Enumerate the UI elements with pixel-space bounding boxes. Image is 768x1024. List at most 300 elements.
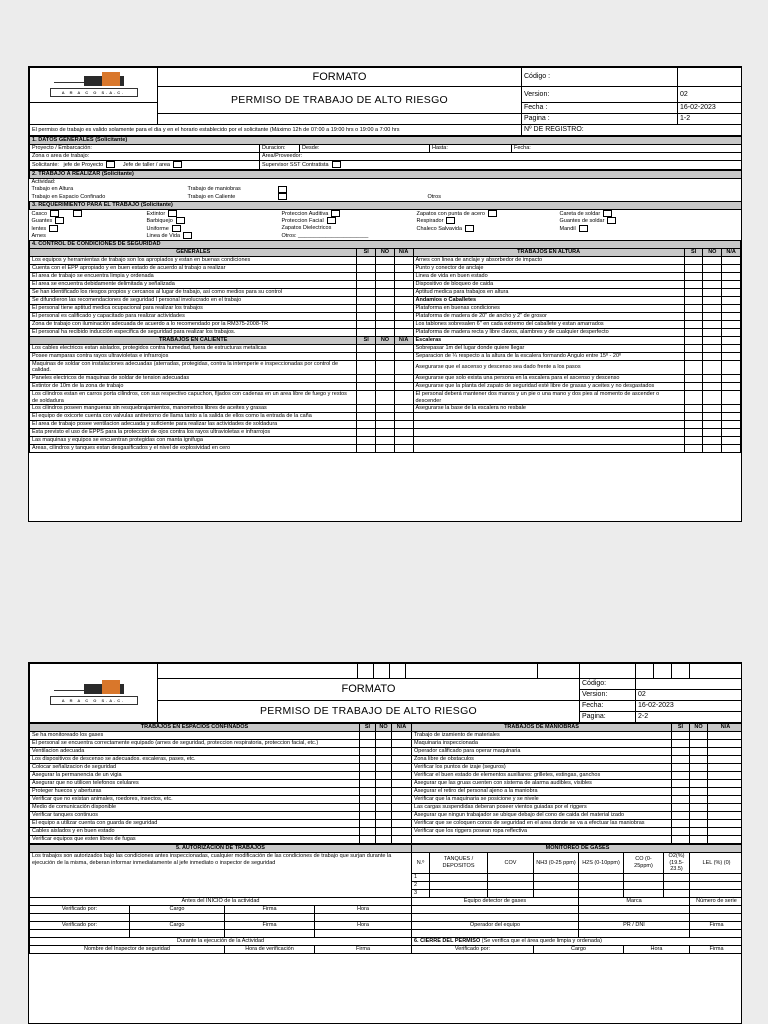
- no-cell[interactable]: [703, 352, 722, 360]
- mandil-checkbox[interactable]: [579, 225, 588, 232]
- na-cell[interactable]: [394, 429, 413, 437]
- si-cell[interactable]: [684, 360, 703, 374]
- na-cell[interactable]: [392, 732, 412, 740]
- firma-field[interactable]: [225, 913, 315, 921]
- caliente-item: Los cilindros estan en carros porta cilindros, con sus respectivo capuchon, fijados con cadenas en un area libre de fuego y restos de soldadura: [30, 391, 357, 405]
- na-cell[interactable]: [722, 352, 741, 360]
- na-cell[interactable]: [392, 780, 412, 788]
- gas-cell[interactable]: [579, 889, 624, 897]
- no-cell[interactable]: [690, 772, 708, 780]
- si-cell[interactable]: [360, 772, 376, 780]
- si-cell[interactable]: [672, 788, 690, 796]
- na-cell[interactable]: [708, 804, 743, 812]
- no-cell[interactable]: [376, 375, 395, 383]
- si-cell[interactable]: [360, 820, 376, 828]
- gas-cell[interactable]: [430, 873, 488, 881]
- si-cell[interactable]: [360, 764, 376, 772]
- gas-cell[interactable]: [664, 889, 690, 897]
- si-cell[interactable]: [684, 336, 703, 344]
- section-control-condiciones: [29, 240, 741, 453]
- cargo-field[interactable]: [130, 929, 225, 937]
- no-cell[interactable]: [703, 272, 722, 280]
- codigo-value[interactable]: [678, 68, 743, 87]
- no-cell[interactable]: [703, 405, 722, 413]
- no-cell[interactable]: [703, 328, 722, 336]
- na-cell[interactable]: [394, 288, 413, 296]
- si-cell[interactable]: [684, 328, 703, 336]
- si-cell[interactable]: [684, 405, 703, 413]
- no-cell[interactable]: [703, 375, 722, 383]
- no-cell[interactable]: [376, 780, 392, 788]
- gas-cell[interactable]: [579, 873, 624, 881]
- gas-cell[interactable]: [690, 881, 743, 889]
- na-cell[interactable]: [708, 740, 743, 748]
- no-cell[interactable]: [376, 296, 395, 304]
- no-cell[interactable]: [690, 756, 708, 764]
- section5-title: 5. AUTORIZACION DE TRABAJOS: [30, 845, 412, 853]
- no-cell[interactable]: [703, 344, 722, 352]
- si-cell[interactable]: [672, 804, 690, 812]
- jefe-proyecto-checkbox[interactable]: [106, 161, 115, 168]
- permit-page-1: [28, 66, 742, 522]
- no-cell[interactable]: [376, 828, 392, 836]
- no-cell[interactable]: [376, 264, 395, 272]
- gas-cell[interactable]: [624, 881, 664, 889]
- si-cell[interactable]: [684, 312, 703, 320]
- na-cell[interactable]: [708, 756, 743, 764]
- no-cell[interactable]: [690, 748, 708, 756]
- pagina-value-2: 2-2: [636, 712, 743, 723]
- no-cell[interactable]: [376, 421, 395, 429]
- si-cell[interactable]: [360, 740, 376, 748]
- si-cell[interactable]: [357, 304, 376, 312]
- hora-field[interactable]: [315, 929, 412, 937]
- no-cell[interactable]: [376, 328, 395, 336]
- na-cell[interactable]: [708, 788, 743, 796]
- fecha-label: Fecha :: [522, 103, 678, 114]
- no-cell[interactable]: [690, 828, 708, 836]
- na-cell[interactable]: [394, 413, 413, 421]
- no-cell[interactable]: [703, 264, 722, 272]
- gas-cell[interactable]: [488, 873, 534, 881]
- no-cell[interactable]: [376, 405, 395, 413]
- gas-header-h2s: H2S (0-10ppm): [579, 853, 624, 874]
- na-cell[interactable]: [708, 764, 743, 772]
- verificado-label: Verificado por:: [412, 945, 534, 953]
- verificado-field[interactable]: [30, 913, 130, 921]
- na-cell[interactable]: [394, 352, 413, 360]
- no-cell[interactable]: [376, 383, 395, 391]
- si-cell[interactable]: [357, 312, 376, 320]
- na-cell[interactable]: [392, 748, 412, 756]
- fecha-label-2: Fecha:: [580, 701, 636, 712]
- si-cell[interactable]: [684, 272, 703, 280]
- si-cell[interactable]: [357, 272, 376, 280]
- si-cell[interactable]: [360, 836, 376, 844]
- na-cell[interactable]: [722, 256, 741, 264]
- no-cell[interactable]: [376, 445, 395, 453]
- si-cell[interactable]: [684, 320, 703, 328]
- no-cell[interactable]: [376, 756, 392, 764]
- na-cell[interactable]: [708, 780, 743, 788]
- supervisor-checkbox[interactable]: [332, 161, 341, 168]
- hasta-field[interactable]: Hasta:: [430, 145, 512, 153]
- gas-header-co: CO (0-25ppm): [624, 853, 664, 874]
- no-cell[interactable]: [376, 748, 392, 756]
- si-cell[interactable]: [357, 421, 376, 429]
- no-cell[interactable]: [703, 320, 722, 328]
- na-cell[interactable]: [708, 812, 743, 820]
- si-cell[interactable]: [357, 375, 376, 383]
- generales-header: GENERALES: [30, 248, 357, 256]
- na-cell[interactable]: [722, 383, 741, 391]
- na-cell[interactable]: [394, 421, 413, 429]
- si-cell[interactable]: [357, 352, 376, 360]
- gas-cell[interactable]: [488, 881, 534, 889]
- si-cell[interactable]: [672, 748, 690, 756]
- na-cell[interactable]: [394, 344, 413, 352]
- auditiva-checkbox[interactable]: [331, 210, 340, 217]
- maniobras-item: Asegurar el retiro del personal ajeno a la maniobra: [412, 788, 672, 796]
- si-cell[interactable]: [357, 344, 376, 352]
- si-cell[interactable]: [672, 764, 690, 772]
- si-cell[interactable]: [360, 732, 376, 740]
- na-cell[interactable]: [722, 296, 741, 304]
- si-cell[interactable]: [684, 264, 703, 272]
- si-cell[interactable]: [357, 256, 376, 264]
- chaleco-checkbox[interactable]: [465, 225, 474, 232]
- blank-field[interactable]: [579, 913, 690, 921]
- no-cell[interactable]: [690, 820, 708, 828]
- gas-cell[interactable]: [664, 873, 690, 881]
- maniobras-item: Verificar que se coloquen conos de seguridad en el area donde se va a efectuar las maniobras: [412, 820, 672, 828]
- si-cell[interactable]: [357, 429, 376, 437]
- punta-acero-checkbox[interactable]: [488, 210, 497, 217]
- no-cell[interactable]: [376, 344, 395, 352]
- na-cell[interactable]: [708, 796, 743, 804]
- barbiquejo-checkbox[interactable]: [176, 217, 185, 224]
- na-cell[interactable]: [394, 360, 413, 374]
- uniforme-checkbox[interactable]: [172, 225, 181, 232]
- no-cell[interactable]: [376, 796, 392, 804]
- si-cell[interactable]: [357, 445, 376, 453]
- fecha-field[interactable]: Fecha:: [512, 145, 743, 153]
- marca-field[interactable]: [579, 905, 690, 913]
- si-cell[interactable]: [357, 320, 376, 328]
- si-cell[interactable]: [684, 256, 703, 264]
- na-cell[interactable]: [394, 272, 413, 280]
- si-cell[interactable]: [672, 796, 690, 804]
- gas-header-n: N.º: [412, 853, 430, 874]
- na-cell[interactable]: [394, 304, 413, 312]
- si-cell[interactable]: [684, 288, 703, 296]
- lentes-checkbox[interactable]: [49, 225, 58, 232]
- extintor-checkbox[interactable]: [168, 210, 177, 217]
- no-cell[interactable]: [376, 836, 392, 844]
- na-cell[interactable]: [722, 264, 741, 272]
- si-cell[interactable]: [360, 780, 376, 788]
- no-cell[interactable]: [703, 304, 722, 312]
- equipo-detector-field[interactable]: [412, 905, 579, 913]
- no-cell[interactable]: [376, 391, 395, 405]
- formato-label-2: FORMATO: [158, 679, 580, 701]
- si-cell[interactable]: [684, 304, 703, 312]
- guantes-soldar-checkbox[interactable]: [607, 217, 616, 224]
- si-cell[interactable]: [357, 391, 376, 405]
- operador-field[interactable]: [412, 929, 579, 937]
- na-cell[interactable]: [394, 328, 413, 336]
- na-cell[interactable]: [392, 756, 412, 764]
- linea-vida-checkbox[interactable]: [183, 232, 192, 239]
- si-cell[interactable]: [357, 328, 376, 336]
- respirador-checkbox[interactable]: [446, 217, 455, 224]
- no-cell[interactable]: [690, 740, 708, 748]
- na-cell[interactable]: [708, 772, 743, 780]
- na-cell[interactable]: [394, 437, 413, 445]
- na-cell[interactable]: [394, 445, 413, 453]
- hora-field[interactable]: [315, 913, 412, 921]
- altura-item: Plataforma en buenas condiciones: [413, 304, 684, 312]
- no-cell[interactable]: [703, 288, 722, 296]
- na-cell[interactable]: [722, 344, 741, 352]
- gas-cell[interactable]: [430, 889, 488, 897]
- na-cell[interactable]: [722, 320, 741, 328]
- gas-cell[interactable]: [690, 889, 743, 897]
- si-cell[interactable]: [360, 748, 376, 756]
- na-cell[interactable]: [722, 405, 741, 413]
- altura-label: Trabajo en Altura: [31, 186, 74, 193]
- no-cell[interactable]: [376, 429, 395, 437]
- monitoreo-title: MONITOREO DE GASES: [412, 845, 743, 853]
- cargo-field[interactable]: [130, 913, 225, 921]
- si-cell[interactable]: [360, 812, 376, 820]
- pr-dni-field[interactable]: [579, 929, 690, 937]
- si-header: SI: [684, 248, 703, 256]
- confinados-header: TRABAJOS EN ESPACIOS CONFINADOS: [30, 724, 360, 732]
- numero-serie-label: Número de serie: [690, 897, 743, 905]
- jefe-taller-checkbox[interactable]: [173, 161, 182, 168]
- si-cell[interactable]: [360, 788, 376, 796]
- maniobras-item: Las cargas suspendidas deberan poseer vientos guiadas por el riggers: [412, 804, 672, 812]
- na-cell[interactable]: [722, 304, 741, 312]
- si-cell[interactable]: [684, 344, 703, 352]
- na-cell[interactable]: [708, 732, 743, 740]
- na-cell[interactable]: [722, 391, 741, 405]
- si-cell[interactable]: [684, 352, 703, 360]
- no-cell[interactable]: [376, 413, 395, 421]
- gas-cell[interactable]: [534, 889, 579, 897]
- si-cell[interactable]: [357, 264, 376, 272]
- extra-checkbox[interactable]: [73, 210, 82, 217]
- na-cell[interactable]: [722, 375, 741, 383]
- na-cell[interactable]: [394, 391, 413, 405]
- na-cell[interactable]: [708, 820, 743, 828]
- no-cell[interactable]: [376, 764, 392, 772]
- maniobras-checkbox[interactable]: [278, 186, 287, 193]
- verificado-field[interactable]: [30, 929, 130, 937]
- caliente-item: Posee mamparas contra rayos ultravioletas e infrarrojos: [30, 352, 357, 360]
- no-cell[interactable]: [376, 740, 392, 748]
- si-cell[interactable]: [672, 780, 690, 788]
- zona-field[interactable]: Zona o area de trabajo:: [30, 153, 260, 161]
- no-cell[interactable]: [690, 732, 708, 740]
- gas-cell[interactable]: [579, 881, 624, 889]
- numero-serie-field[interactable]: [690, 905, 743, 913]
- caliente-checkbox[interactable]: [278, 193, 287, 200]
- si-cell[interactable]: [672, 756, 690, 764]
- na-cell[interactable]: [708, 748, 743, 756]
- codigo-label: Código :: [522, 68, 678, 87]
- si-cell[interactable]: [360, 828, 376, 836]
- na-cell[interactable]: [394, 375, 413, 383]
- no-cell[interactable]: [690, 780, 708, 788]
- gas-cell[interactable]: [534, 873, 579, 881]
- no-cell[interactable]: [690, 804, 708, 812]
- no-cell[interactable]: [690, 812, 708, 820]
- na-cell[interactable]: [722, 312, 741, 320]
- gas-cell[interactable]: [624, 873, 664, 881]
- no-cell[interactable]: [703, 336, 722, 344]
- si-cell[interactable]: [357, 383, 376, 391]
- no-cell[interactable]: [376, 360, 395, 374]
- company-logo-cell: [30, 68, 158, 103]
- si-cell[interactable]: [357, 288, 376, 296]
- gas-cell[interactable]: [664, 881, 690, 889]
- no-cell[interactable]: [690, 764, 708, 772]
- altura-item: Linea de vida en buen estado: [413, 272, 684, 280]
- desde-field[interactable]: Desde:: [300, 145, 430, 153]
- si-cell[interactable]: [684, 296, 703, 304]
- no-cell[interactable]: [376, 804, 392, 812]
- na-cell[interactable]: [392, 788, 412, 796]
- no-cell[interactable]: [376, 812, 392, 820]
- no-cell[interactable]: [376, 272, 395, 280]
- gas-cell[interactable]: [690, 873, 743, 881]
- si-cell[interactable]: [684, 375, 703, 383]
- caliente-item: Las maquinas y equipos se encuentran protegidas con manta ignifuga: [30, 437, 357, 445]
- na-cell[interactable]: [394, 256, 413, 264]
- no-cell[interactable]: [376, 320, 395, 328]
- no-cell[interactable]: [376, 820, 392, 828]
- na-cell[interactable]: [394, 312, 413, 320]
- na-cell[interactable]: [394, 264, 413, 272]
- gas-cell[interactable]: [534, 881, 579, 889]
- gas-cell[interactable]: [488, 889, 534, 897]
- si-cell[interactable]: [684, 383, 703, 391]
- duracion-label: Duracion:: [260, 145, 300, 153]
- si-cell[interactable]: [672, 812, 690, 820]
- si-cell[interactable]: [360, 796, 376, 804]
- no-cell[interactable]: [376, 312, 395, 320]
- si-cell[interactable]: [357, 437, 376, 445]
- si-cell[interactable]: [672, 828, 690, 836]
- na-header: N/A: [394, 336, 413, 344]
- casco-checkbox[interactable]: [50, 210, 59, 217]
- no-cell[interactable]: [703, 312, 722, 320]
- na-cell[interactable]: [394, 296, 413, 304]
- no-cell[interactable]: [376, 304, 395, 312]
- na-cell[interactable]: [392, 804, 412, 812]
- proyecto-field[interactable]: Proyecto / Embarcación:: [30, 145, 260, 153]
- na-cell[interactable]: [722, 328, 741, 336]
- na-cell[interactable]: [722, 360, 741, 374]
- no-cell[interactable]: [703, 256, 722, 264]
- no-cell[interactable]: [690, 788, 708, 796]
- no-cell[interactable]: [690, 796, 708, 804]
- no-cell[interactable]: [703, 360, 722, 374]
- si-cell[interactable]: [357, 405, 376, 413]
- na-cell[interactable]: [392, 764, 412, 772]
- firma-field[interactable]: [225, 929, 315, 937]
- si-cell[interactable]: [360, 804, 376, 812]
- si-cell[interactable]: [672, 820, 690, 828]
- na-cell[interactable]: [394, 405, 413, 413]
- na-cell[interactable]: [722, 288, 741, 296]
- na-cell[interactable]: [392, 812, 412, 820]
- si-cell[interactable]: [672, 740, 690, 748]
- durante-label: Durante la ejecución de la Actividad: [30, 937, 412, 945]
- na-cell[interactable]: [722, 336, 741, 344]
- na-cell[interactable]: [392, 772, 412, 780]
- na-cell[interactable]: [722, 272, 741, 280]
- no-cell[interactable]: [703, 391, 722, 405]
- na-cell[interactable]: [722, 280, 741, 288]
- si-cell[interactable]: [684, 391, 703, 405]
- na-cell[interactable]: [392, 828, 412, 836]
- no-cell[interactable]: [376, 788, 392, 796]
- facial-checkbox[interactable]: [327, 217, 336, 224]
- gas-cell[interactable]: [624, 889, 664, 897]
- si-cell[interactable]: [684, 280, 703, 288]
- blank-field[interactable]: [412, 913, 579, 921]
- na-cell[interactable]: [394, 280, 413, 288]
- na-cell[interactable]: [394, 320, 413, 328]
- codigo-value-2[interactable]: [636, 679, 743, 690]
- no-cell[interactable]: [376, 437, 395, 445]
- na-cell[interactable]: [708, 828, 743, 836]
- no-cell[interactable]: [703, 280, 722, 288]
- no-cell[interactable]: [376, 732, 392, 740]
- si-cell[interactable]: [357, 280, 376, 288]
- no-cell[interactable]: [376, 280, 395, 288]
- no-cell[interactable]: [376, 352, 395, 360]
- careta-checkbox[interactable]: [603, 210, 612, 217]
- no-cell[interactable]: [376, 256, 395, 264]
- na-cell[interactable]: [392, 796, 412, 804]
- firma-field[interactable]: [690, 929, 743, 937]
- no-cell[interactable]: [376, 288, 395, 296]
- blank-field[interactable]: [690, 913, 743, 921]
- si-cell[interactable]: [672, 772, 690, 780]
- gas-cell[interactable]: [430, 881, 488, 889]
- generales-item: El area se encuentra debidamente delimitada y señalizada: [30, 280, 357, 288]
- na-cell[interactable]: [392, 740, 412, 748]
- si-cell[interactable]: [357, 296, 376, 304]
- si-cell[interactable]: [357, 360, 376, 374]
- si-cell[interactable]: [360, 756, 376, 764]
- guantes-checkbox[interactable]: [55, 217, 64, 224]
- na-cell[interactable]: [394, 383, 413, 391]
- na-cell[interactable]: [392, 836, 412, 844]
- si-header: SI: [357, 248, 376, 256]
- si-cell[interactable]: [357, 413, 376, 421]
- no-cell[interactable]: [703, 296, 722, 304]
- si-cell[interactable]: [672, 732, 690, 740]
- no-cell[interactable]: [703, 383, 722, 391]
- na-cell[interactable]: [392, 820, 412, 828]
- no-cell[interactable]: [376, 772, 392, 780]
- area-proveedor-field[interactable]: Area/Proveedor:: [260, 153, 743, 161]
